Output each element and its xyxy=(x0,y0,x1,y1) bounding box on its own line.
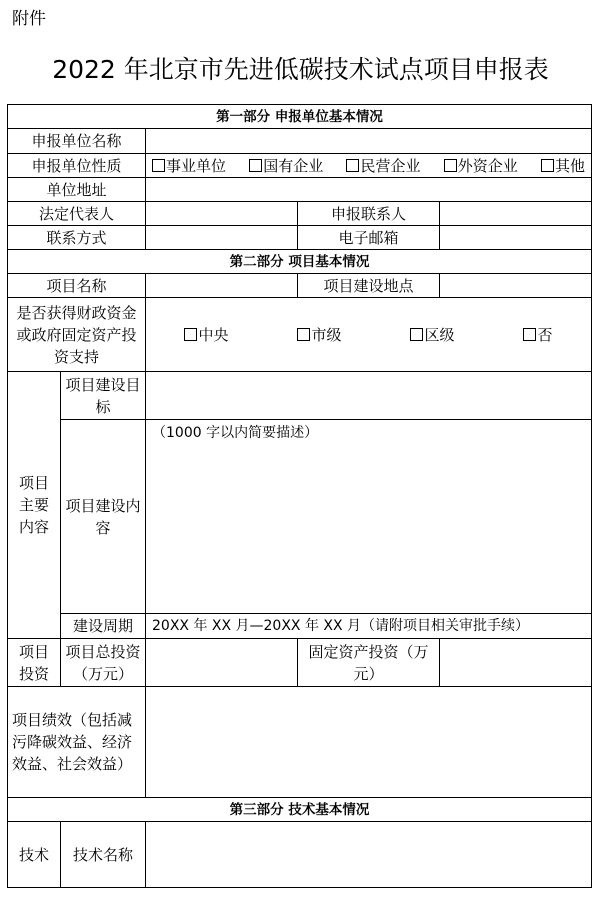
tech-group-label: 技术 xyxy=(8,822,61,888)
funding-option[interactable]: 区级 xyxy=(410,324,454,346)
section-heading-part3: 第三部分 技术基本情况 xyxy=(8,798,592,822)
goal-field[interactable] xyxy=(146,372,592,420)
content-group-label: 项目主要内容 xyxy=(8,372,61,639)
fixed-asset-field[interactable] xyxy=(440,639,592,687)
unit-type-option[interactable]: 民营企业 xyxy=(346,155,420,177)
funding-options xyxy=(146,298,592,372)
project-site-label: 项目建设地点 xyxy=(298,274,440,298)
project-name-label: 项目名称 xyxy=(8,274,146,298)
performance-field[interactable] xyxy=(146,687,592,798)
checkbox-icon[interactable] xyxy=(523,328,536,341)
funding-label: 是否获得财政资金或政府固定资产投资支持 xyxy=(8,298,146,372)
unit-name-label: 申报单位名称 xyxy=(8,129,146,154)
legal-rep-label: 法定代表人 xyxy=(8,202,146,226)
goal-label: 项目建设目标 xyxy=(61,372,146,420)
period-label: 建设周期 xyxy=(61,614,146,639)
tech-name-field[interactable] xyxy=(146,822,592,888)
funding-option[interactable]: 否 xyxy=(523,324,552,346)
funding-option[interactable]: 中央 xyxy=(184,324,228,346)
contact-person-field[interactable] xyxy=(440,202,592,226)
project-site-field[interactable] xyxy=(440,274,592,298)
section-heading-part1: 第一部分 申报单位基本情况 xyxy=(8,105,592,129)
unit-type-options xyxy=(146,154,592,178)
section-heading-part2: 第二部分 项目基本情况 xyxy=(8,250,592,274)
project-name-field[interactable] xyxy=(146,274,298,298)
checkbox-icon[interactable] xyxy=(410,328,423,341)
address-label: 单位地址 xyxy=(8,178,146,202)
checkbox-icon[interactable] xyxy=(297,328,310,341)
total-investment-label: 项目总投资（万元） xyxy=(61,639,146,687)
unit-type-option[interactable]: 事业单位 xyxy=(152,155,226,177)
unit-name-field[interactable] xyxy=(146,129,592,154)
checkbox-icon[interactable] xyxy=(541,159,554,172)
unit-type-option[interactable]: 外资企业 xyxy=(444,155,518,177)
unit-type-option[interactable]: 其他 xyxy=(541,155,585,177)
checkbox-icon[interactable] xyxy=(184,328,197,341)
unit-type-label: 申报单位性质 xyxy=(8,154,146,178)
attachment-label: 附件 xyxy=(12,9,46,29)
fixed-asset-label: 固定资产投资（万元） xyxy=(298,639,440,687)
construction-content-label: 项目建设内容 xyxy=(61,420,146,614)
funding-option[interactable]: 市级 xyxy=(297,324,341,346)
address-field[interactable] xyxy=(146,178,592,202)
contact-method-field[interactable] xyxy=(146,226,298,250)
application-form-table xyxy=(7,104,592,888)
checkbox-icon[interactable] xyxy=(444,159,457,172)
performance-label: 项目绩效（包括减污降碳效益、经济效益、社会效益） xyxy=(8,687,146,798)
construction-content-field[interactable] xyxy=(146,420,592,614)
construction-content-hint: （1000 字以内简要描述） xyxy=(152,425,319,441)
checkbox-icon[interactable] xyxy=(346,159,359,172)
investment-group-label: 项目投资 xyxy=(8,639,61,687)
legal-rep-field[interactable] xyxy=(146,202,298,226)
unit-type-option[interactable]: 国有企业 xyxy=(249,155,323,177)
checkbox-icon[interactable] xyxy=(249,159,262,172)
period-value: 20XX 年 XX 月—20XX 年 XX 月（请附项目相关审批手续） xyxy=(146,614,592,639)
tech-name-label: 技术名称 xyxy=(61,822,146,888)
email-field[interactable] xyxy=(440,226,592,250)
email-label: 电子邮箱 xyxy=(298,226,440,250)
total-investment-field[interactable] xyxy=(146,639,298,687)
checkbox-icon[interactable] xyxy=(152,159,165,172)
contact-person-label: 申报联系人 xyxy=(298,202,440,226)
page-title: 2022 年北京市先进低碳技术试点项目申报表 xyxy=(52,55,549,84)
contact-method-label: 联系方式 xyxy=(8,226,146,250)
